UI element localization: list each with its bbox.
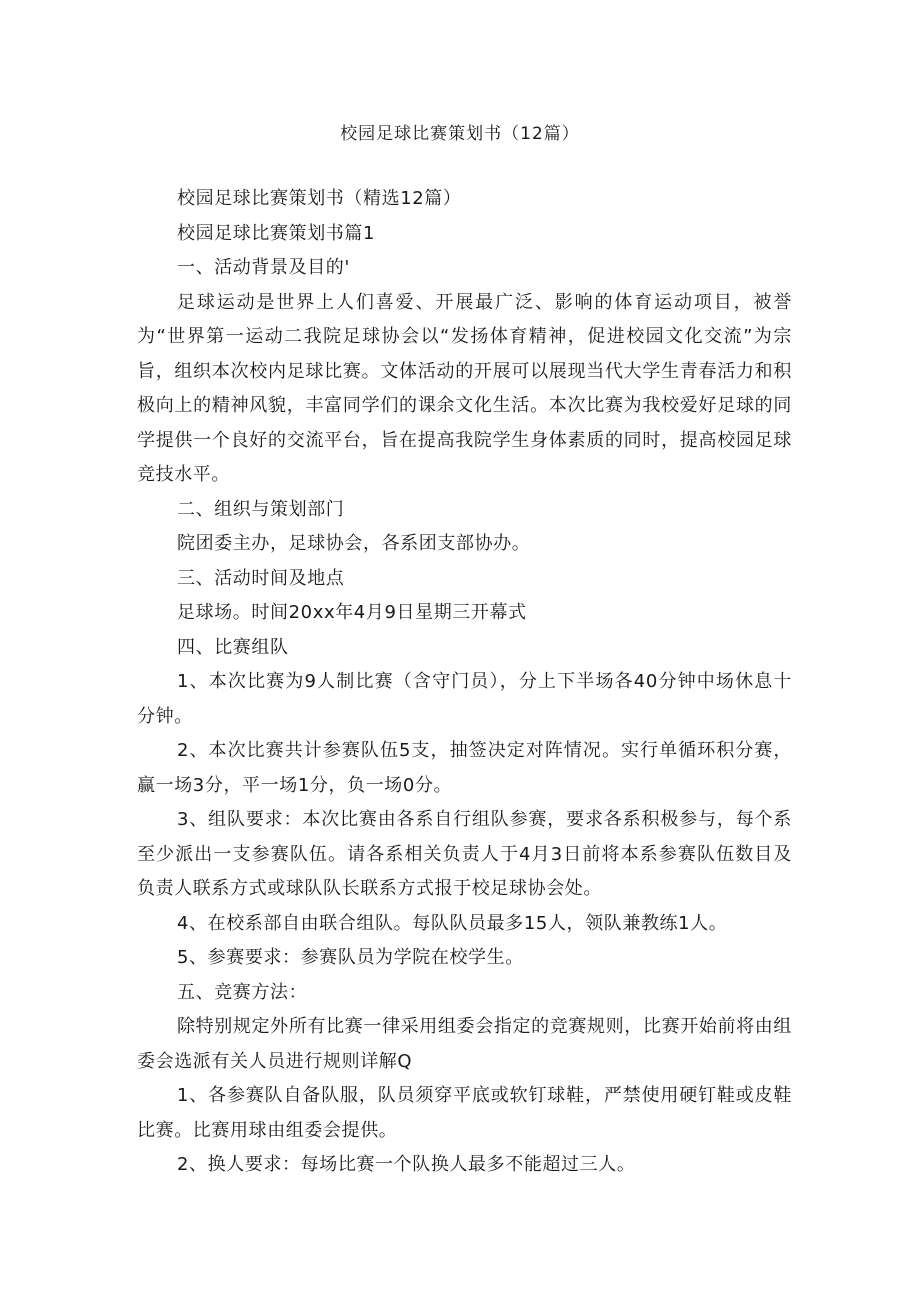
section-heading: 四、比赛组队 [177,636,289,658]
section-heading: 三、活动时间及地点 [177,567,345,589]
section-heading: 二、组织与策划部门 [177,498,345,520]
paragraph: 5、参赛要求：参赛队员为学院在校学生。 [177,947,524,968]
section-heading: 一、活动背景及目的' [177,257,350,278]
section-heading: 五、竞赛方法： [177,981,308,1003]
paragraph: 足球运动是世界上人们喜爱、开展最广泛、影响的体育运动项目，被誉为“世界第一运动二我院足球协会以“发扬体育精神，促进校园文化交流”为宗旨，组织本次校内足球比赛。文体活动的开展可以展现当代大学生青春活力和积极向上的精神风貌，丰富同学们的课余文化生活。本次比赛为我校爱好足球的同学提供一个良好的交流平台，旨在提高我院学生身体素质的同时，提高校园足球竞技水平。 [137,291,792,485]
paragraph: 2、换人要求：每场比赛一个队换人最多不能超过三人。 [177,1154,636,1175]
paragraph: 1、本次比赛为9人制比赛（含守门员），分上下半场各40分钟中场休息十分钟。 [137,671,792,727]
document-body [137,182,792,1183]
paragraph: 除特别规定外所有比赛一律采用组委会指定的竞赛规则，比赛开始前将由组委会选派有关人员进行规则详解Q [137,1016,792,1072]
section-heading: 校园足球比赛策划书篇1 [177,222,376,244]
paragraph: 院团委主办，足球协会，各系团支部协办。 [177,533,531,554]
paragraph: 1、各参赛队自备队服，队员须穿平底或软钉球鞋，严禁使用硬钉鞋或皮鞋比赛。比赛用球由组委会提供。 [137,1085,792,1141]
paragraph: 足球场。时间20xx年4月9日星期三开幕式 [177,602,527,623]
paragraph: 2、本次比赛共计参赛队伍5支，抽签决定对阵情况。实行单循环积分赛，赢一场3分，平一场1分，负一场0分。 [137,740,792,796]
document-subtitle: 校园足球比赛策划书（精选12篇） [177,188,462,209]
document-title: 校园足球比赛策划书（12篇） [340,124,580,144]
paragraph: 4、在校系部自由联合组队。每队队员最多15人，领队兼教练1人。 [177,912,728,934]
paragraph: 3、组队要求：本次比赛由各系自行组队参赛，要求各系积极参与，每个系至少派出一支参赛队伍。请各系相关负责人于4月3日前将本系参赛队伍数目及负责人联系方式或球队队长联系方式报于校足球协会处。 [137,809,792,899]
